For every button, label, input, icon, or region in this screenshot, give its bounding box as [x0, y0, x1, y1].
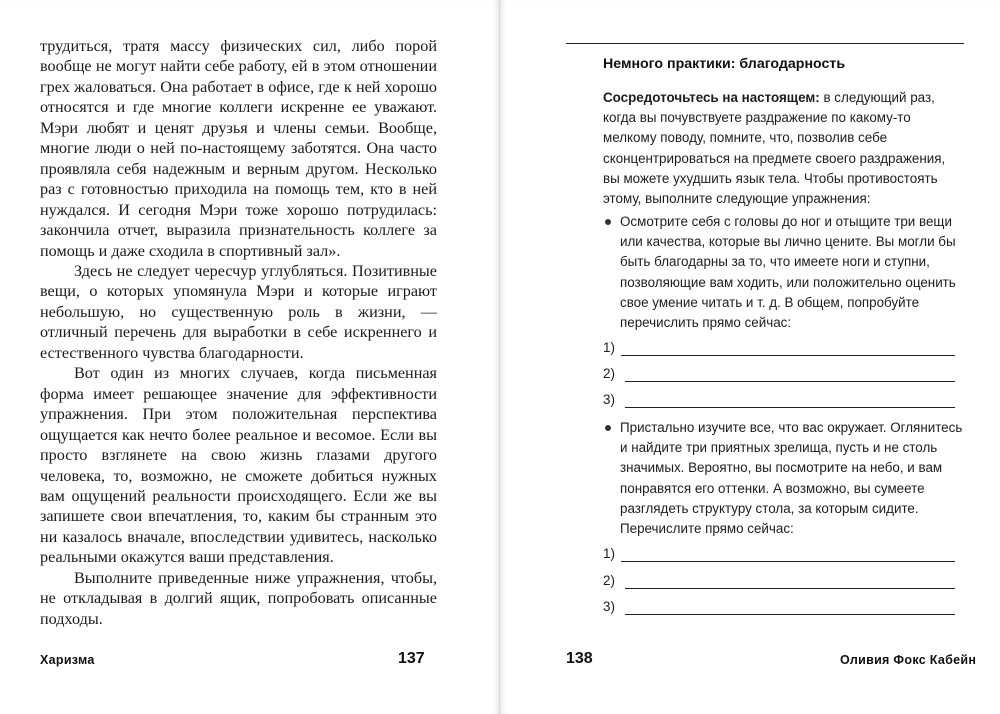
page-number-left: 137	[398, 650, 425, 667]
blank-number: 2)	[603, 366, 615, 381]
running-title: Харизма	[40, 653, 95, 667]
blank-line	[625, 381, 955, 382]
lead-text: в следующий раз, когда вы почувствуете раздражение по какому-то мелкому поводу, помните, что, позволив себе сконцентрироваться на предмете своего раздражения, вы можете ухудшить язык тела. Чтобы противостоять этому, выполните следующие упражнения:	[603, 90, 946, 207]
bullet-text: Осмотрите себя с головы до ног и отыщите три вещи или качества, которые вы лично цените. Вы могли бы быть благодарны за то, что имеете ноги и ступни, позволяющие вам ходить, или положительно оценить свое умение читать и т. д. В общем, попробуйте перечислить прямо сейчас:	[620, 214, 956, 331]
answer-blank[interactable]	[603, 340, 955, 360]
page-number-right: 138	[566, 650, 593, 667]
blank-line	[621, 561, 955, 562]
left-page-body	[40, 36, 437, 629]
paragraph: Здесь не следует чересчур углубляться. Позитивные вещи, о которых упомянула Мэри и которые играют небольшую, но существенную роль в жизни, — отличный перечень для выработки в себе искреннего и естественного чувства благодарности.	[40, 261, 437, 362]
answer-blank[interactable]	[603, 366, 955, 386]
answer-blank[interactable]	[603, 599, 955, 619]
blank-number: 1)	[603, 546, 615, 561]
paragraph: Вот один из многих случаев, когда письменная форма имеет решающее значение для эффективности упражнения. При этом положительная перспектива ощущается как нечто более реальное и весомое. Если вы просто взглянете на свою жизнь глазами другого человека, то, возможно, не сможете добиться нужных вам ощущений реальности происходящего. Если же вы запишете свои впечатления, то, каким бы странным это ни казалось вначале, впоследствии удивитесь, насколько реальными окажутся ваши представления.	[40, 364, 437, 567]
answer-blank[interactable]	[603, 546, 955, 566]
blank-number: 3)	[603, 599, 615, 614]
list-item	[603, 212, 965, 333]
lead-heading: Сосредоточьтесь на настоящем:	[603, 90, 820, 105]
list-item	[603, 418, 965, 539]
blank-number: 2)	[603, 573, 615, 588]
blank-line	[625, 588, 955, 589]
bullet-icon	[605, 425, 611, 431]
bullet-icon	[605, 219, 611, 225]
paragraph: Выполните приведенные ниже упражнения, чтобы, не откладывая в долгий ящик, попробовать описанные подходы.	[40, 568, 437, 628]
blank-line	[621, 355, 955, 356]
bullet-text: Пристально изучите все, что вас окружает. Оглянитесь и найдите три приятных зрелища, пусть и не столь значимых. Вероятно, вы посмотрите на небо, и вам понравятся его оттенки. А возможно, вы сумеете разглядеть структуру стола, за которым сидите. Перечислите прямо сейчас:	[620, 420, 963, 537]
blank-number: 1)	[603, 340, 615, 355]
practice-box-title: Немного практики: благодарность	[603, 56, 846, 72]
blank-line	[625, 407, 955, 408]
blank-number: 3)	[603, 392, 615, 407]
running-author: Оливия Фокс Кабейн	[840, 653, 977, 667]
blank-line	[625, 614, 955, 615]
answer-blank[interactable]	[603, 573, 955, 593]
paragraph: трудиться, тратя массу физических сил, либо порой вообще не могут найти себе работу, ей в этом отношении грех жаловаться. Она работает в офисе, где к ней хорошо относятся и где многие коллеги искренне ее уважают. Мэри любят и ценят друзья и члены семьи. Вообще, многие люди о ней по-настоящему заботятся. Она часто проявляла себя надежным и верным другом. Несколько раз с готовностью приходила на помощь тем, кто в ней нуждался. И сегодня Мэри тоже хорошо потрудилась: закончила отчет, выразила признательность коллеге за помощь и даже сходила в спортивный зал».	[40, 37, 437, 260]
answer-blank[interactable]	[603, 392, 955, 412]
box-top-rule	[566, 43, 964, 44]
practice-intro	[603, 88, 965, 209]
